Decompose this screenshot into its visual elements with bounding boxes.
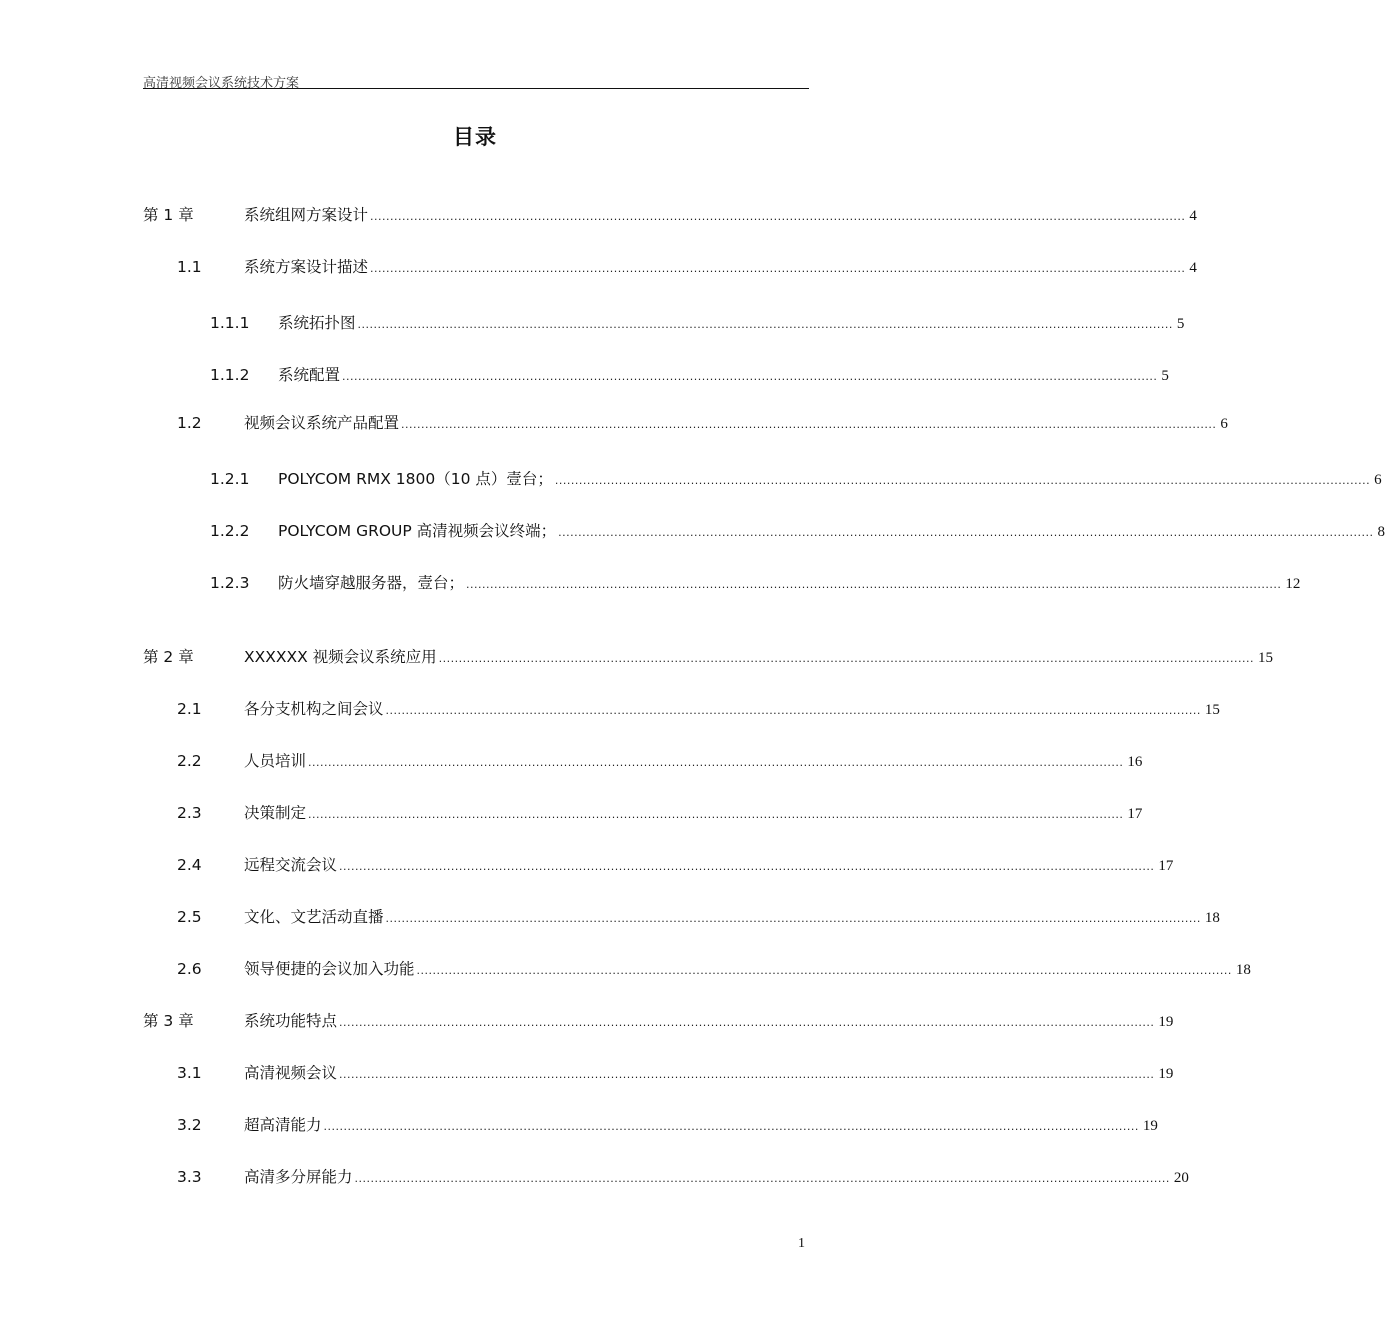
toc-entry-text: 决策制定 [244,804,307,822]
toc-entry-chapter-3[interactable] [143,1009,1174,1031]
toc-leader-dots: ............................................................................................................................................................................................................ [466,578,1282,591]
toc-leader-dots: ............................................................................................................................................................................................................ [438,652,1254,665]
toc-entry-page: 16 [1127,754,1143,770]
toc-entry-3-3[interactable] [177,1165,1189,1187]
toc-entry-page: 8 [1377,524,1385,540]
toc-entry-text: 系统拓扑图 [278,314,356,332]
toc-entry-number: 2.1 [177,700,202,718]
toc-entry-number: 1.2 [177,414,202,432]
toc-entry-page: 5 [1176,316,1185,332]
toc-entry-page: 19 [1158,1014,1174,1030]
toc-entry-text: 各分支机构之间会议 [244,700,384,718]
toc-entry-number: 3.1 [177,1064,202,1082]
toc-entry-number: 第 2 章 [143,648,194,666]
toc-entry-text: 文化、文艺活动直播 [244,908,384,926]
toc-leader-dots: ............................................................................................................................................................................................................ [342,370,1158,383]
toc-entry-page: 6 [1220,416,1228,432]
toc-entry-page: 17 [1158,858,1174,874]
toc-leader-dots: ............................................................................................................................................................................................................ [308,808,1124,821]
toc-entry-2-2[interactable] [177,749,1143,771]
toc-entry-number: 1.2.1 [210,470,250,488]
toc-leader-dots: ............................................................................................................................................................................................................ [554,474,1371,487]
toc-leader-dots: ............................................................................................................................................................................................................ [370,210,1186,223]
toc-entry-2-1[interactable] [177,697,1220,719]
toc-entry-page: 20 [1173,1170,1189,1186]
toc-leader-dots: ............................................................................................................................................................................................................ [323,1120,1139,1133]
toc-entry-text: 人员培训 [244,752,307,770]
toc-entry-number: 1.1.2 [210,366,250,384]
toc-entry-number: 3.3 [177,1168,202,1186]
toc-entry-1-2[interactable] [177,411,1228,433]
toc-entry-number: 3.2 [177,1116,202,1134]
toc-leader-dots: ............................................................................................................................................................................................................ [339,1068,1155,1081]
toc-entry-text: POLYCOM GROUP 高清视频会议终端； [278,522,557,540]
toc-entry-number: 2.4 [177,856,202,874]
toc-entry-page: 17 [1127,806,1143,822]
toc-entry-text: XXXXXX 视频会议系统应用 [244,648,437,666]
toc-leader-dots: ............................................................................................................................................................................................................ [385,704,1201,717]
toc-entry-number: 第 1 章 [143,206,194,224]
toc-entry-page: 4 [1189,208,1197,224]
toc-entry-1-1-2[interactable] [210,363,1169,385]
toc-entry-number: 2.2 [177,752,202,770]
toc-entry-1-2-2[interactable] [210,519,1385,541]
toc-leader-dots: ............................................................................................................................................................................................................ [357,318,1173,331]
toc-entry-page: 12 [1285,576,1301,592]
toc-entry-text: 超高清能力 [244,1116,322,1134]
toc-entry-text: 高清多分屏能力 [244,1168,353,1186]
toc-entry-text: 视频会议系统产品配置 [244,414,400,432]
toc-leader-dots: ............................................................................................................................................................................................................ [339,860,1155,873]
toc-entry-2-3[interactable] [177,801,1143,823]
toc-leader-dots: ............................................................................................................................................................................................................ [558,526,1374,539]
toc-entry-chapter-2[interactable] [143,645,1273,667]
toc-entry-page: 5 [1161,368,1169,384]
toc-entry-1-1[interactable] [177,255,1197,277]
toc-entry-text: 系统配置 [278,366,341,384]
toc-entry-text: 系统组网方案设计 [244,206,369,224]
toc-entry-text: 系统方案设计描述 [244,258,369,276]
toc-leader-dots: ............................................................................................................................................................................................................ [308,756,1124,769]
toc-entry-page: 15 [1204,702,1220,718]
toc-entry-number: 1.1 [177,258,202,276]
toc-leader-dots: ............................................................................................................................................................................................................ [339,1016,1155,1029]
toc-entry-2-4[interactable] [177,853,1174,875]
toc-entry-number: 2.6 [177,960,202,978]
toc-entry-number: 2.5 [177,908,202,926]
toc-entry-2-6[interactable] [177,957,1251,979]
toc-title: 目录 [453,125,497,149]
toc-entry-number: 第 3 章 [143,1012,194,1030]
toc-entry-text: 远程交流会议 [244,856,338,874]
toc-entry-number: 2.3 [177,804,202,822]
header-divider [143,88,809,89]
toc-entry-text: 领导便捷的会议加入功能 [244,960,415,978]
toc-entry-text: 高清视频会议 [244,1064,338,1082]
toc-entry-number: 1.1.1 [210,314,250,332]
toc-entry-page: 4 [1189,260,1197,276]
toc-entry-1-2-3[interactable] [210,571,1301,593]
toc-entry-page: 15 [1257,650,1273,666]
toc-entry-page: 19 [1158,1066,1174,1082]
toc-entry-chapter-1[interactable] [143,203,1197,225]
toc-entry-3-2[interactable] [177,1113,1158,1135]
toc-entry-number: 1.2.2 [210,522,250,540]
toc-entry-text: 系统功能特点 [244,1012,338,1030]
page-number: 1 [798,1236,805,1251]
toc-entry-page: 19 [1142,1118,1158,1134]
toc-entry-page: 18 [1204,910,1220,926]
header-title: 高清视频会议系统技术方案 [143,76,300,91]
toc-leader-dots: ............................................................................................................................................................................................................ [416,964,1232,977]
toc-leader-dots: ............................................................................................................................................................................................................ [354,1172,1170,1185]
toc-entry-text: POLYCOM RMX 1800（10 点）壹台； [278,470,553,488]
toc-entry-3-1[interactable] [177,1061,1174,1083]
toc-entry-2-5[interactable] [177,905,1220,927]
toc-entry-text: 防火墙穿越服务器，壹台； [278,574,465,592]
toc-entry-page: 6 [1374,472,1382,488]
toc-leader-dots: ............................................................................................................................................................................................................ [370,262,1186,275]
toc-entry-1-1-1[interactable] [210,311,1185,333]
toc-leader-dots: ............................................................................................................................................................................................................ [401,418,1217,431]
toc-entry-1-2-1[interactable] [210,467,1382,489]
toc-entry-number: 1.2.3 [210,574,250,592]
toc-leader-dots: ............................................................................................................................................................................................................ [385,912,1201,925]
toc-entry-page: 18 [1235,962,1251,978]
